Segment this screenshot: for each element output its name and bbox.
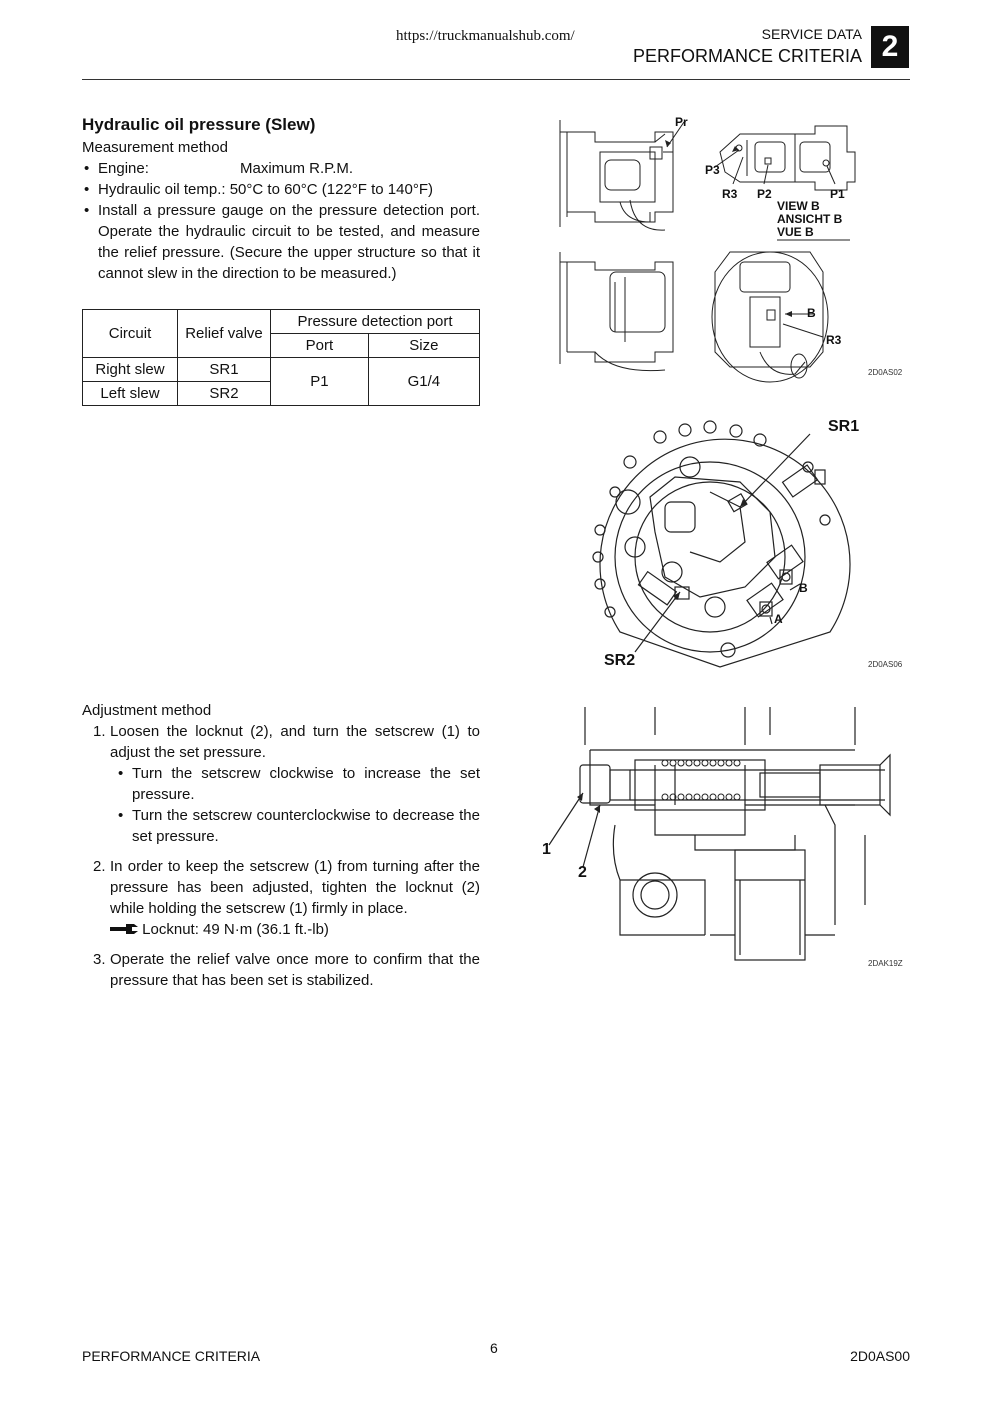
- cell-circuit: Left slew: [83, 382, 178, 406]
- label-2: 2: [578, 864, 587, 881]
- cell-circuit: Right slew: [83, 358, 178, 382]
- label-a: A: [774, 612, 783, 626]
- header-subsection: PERFORMANCE CRITERIA: [632, 46, 862, 66]
- step-text: Operate the relief valve once more to confirm that the pressure that has been set is stabilized.: [110, 951, 480, 989]
- pressure-table: [82, 309, 480, 406]
- bullet-value: Maximum R.P.M.: [240, 160, 354, 177]
- step-number: 3.: [93, 951, 106, 968]
- bullet-label: Engine:: [98, 160, 149, 177]
- list-item: [82, 158, 480, 179]
- label-p1: P1: [830, 187, 845, 201]
- figure-slew-motor-ports: [555, 112, 910, 382]
- label-p3: P3: [705, 163, 720, 177]
- th-port: Port: [271, 334, 369, 358]
- header-url: https://truckmanualshub.com/: [396, 28, 575, 44]
- adjustment-heading: Adjustment method: [82, 702, 212, 719]
- chapter-badge: 2: [871, 26, 909, 68]
- figure-code: 2D0AS06: [868, 660, 903, 669]
- figure-relief-valve-locations: [580, 412, 910, 672]
- page-title: Hydraulic oil pressure (Slew): [82, 115, 316, 134]
- label-sr2: SR2: [604, 652, 636, 669]
- step-3: [82, 949, 480, 991]
- cell-relief: SR1: [178, 358, 271, 382]
- measurement-section: [82, 137, 480, 284]
- header-rule: [82, 79, 910, 80]
- view-b-fr: VUE B: [777, 225, 814, 239]
- view-b-en: VIEW B: [777, 199, 820, 213]
- cell-relief: SR2: [178, 382, 271, 406]
- cell-port: P1: [271, 358, 369, 406]
- label-sr1: SR1: [828, 418, 860, 435]
- step-1: [82, 721, 480, 847]
- footer-right: 2D0AS00: [850, 1348, 910, 1364]
- footer-left: PERFORMANCE CRITERIA: [82, 1348, 261, 1364]
- measurement-heading: Measurement method: [82, 139, 228, 156]
- bullet-value: 50°C to 60°C (122°F to 140°F): [229, 181, 433, 198]
- label-r3b: R3: [826, 333, 842, 347]
- step-text: Loosen the locknut (2), and turn the setscrew (1) to adjust the set pressure.: [110, 723, 480, 761]
- label-b: B: [799, 581, 808, 595]
- relief-valve-drawing: [580, 412, 910, 672]
- figure-relief-valve-section: [535, 705, 910, 970]
- label-pr: Pr: [675, 115, 688, 129]
- figure-code: 2D0AS02: [868, 368, 903, 377]
- adjustment-section: [82, 700, 480, 1000]
- th-relief-valve: Relief valve: [178, 310, 271, 358]
- label-r3: R3: [722, 187, 738, 201]
- table-row: [83, 358, 480, 382]
- step-bullet: Turn the setscrew clockwise to increase the set pressure.: [132, 765, 480, 803]
- page-number: 6: [490, 1340, 498, 1356]
- view-b-de: ANSICHT B: [777, 212, 843, 226]
- label-1: 1: [542, 841, 551, 858]
- relief-valve-section-drawing: [535, 705, 910, 970]
- step-number: 2.: [93, 858, 106, 875]
- step-bullet: Turn the setscrew counterclockwise to decrease the set pressure.: [132, 807, 480, 845]
- list-item: [116, 805, 480, 847]
- torque-spec: Locknut: 49 N·m (36.1 ft.-lb): [142, 921, 329, 938]
- list-item: [116, 763, 480, 805]
- step-number: 1.: [93, 723, 106, 740]
- step-text: In order to keep the setscrew (1) from turning after the pressure has been adjusted, tighten the locknut (2) while holding the setscrew (1) firmly in place.: [110, 858, 480, 917]
- th-size: Size: [368, 334, 479, 358]
- th-circuit: Circuit: [83, 310, 178, 358]
- install-text: Install a pressure gauge on the pressure detection port. Operate the hydraulic circuit to be tested, and measure the relief pressure. (Secure the upper structure so that it cannot slew in the direction to be measured.): [98, 202, 480, 282]
- label-p2: P2: [757, 187, 772, 201]
- header-section: SERVICE DATA: [761, 26, 862, 42]
- bullet-label: Hydraulic oil temp.:: [98, 181, 226, 198]
- list-item: [82, 200, 480, 284]
- figure-code: 2DAK19Z: [868, 959, 903, 968]
- step-2: [82, 856, 480, 940]
- slew-motor-drawing: [555, 112, 910, 382]
- th-pressure-detection-port: Pressure detection port: [271, 310, 480, 334]
- wrench-icon: [110, 920, 138, 932]
- label-b: B: [807, 306, 816, 320]
- cell-size: G1/4: [368, 358, 479, 406]
- view-b-label: [777, 200, 842, 239]
- list-item: [82, 179, 480, 200]
